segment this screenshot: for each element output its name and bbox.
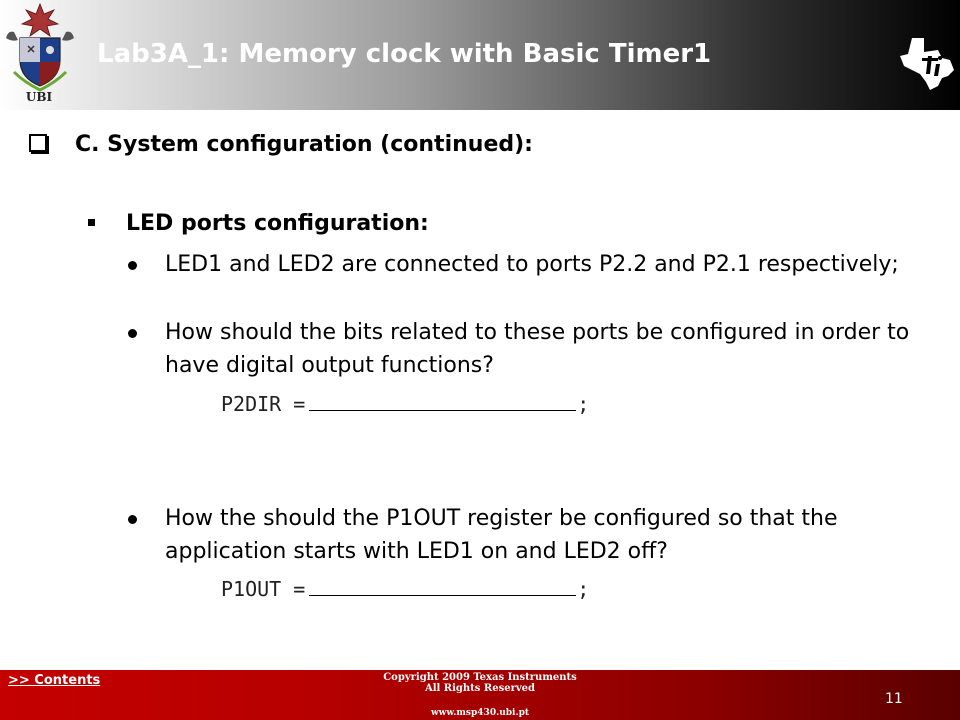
bullet-dot-icon [128, 261, 137, 270]
section-heading-text: C. System configuration (continued): [75, 132, 533, 157]
checkbox-bullet-icon [29, 134, 47, 152]
bullet-text: LED1 and LED2 are connected to ports P2.2 and P2.1 respectively; [165, 252, 899, 277]
copyright-line: Copyright 2009 Texas Instruments [383, 672, 577, 683]
code-register-name: P2DIR = [221, 392, 306, 416]
answer-blank [309, 577, 576, 596]
subsection-heading-text: LED ports configuration: [126, 211, 429, 236]
code-terminator: ; [577, 577, 590, 601]
answer-blank [309, 392, 576, 411]
code-terminator: ; [577, 392, 590, 416]
code-line-p2dir [221, 392, 589, 416]
slide-footer [0, 670, 960, 720]
slide-title: Lab3A_1: Memory clock with Basic Timer1 [97, 39, 712, 69]
square-bullet-icon [88, 219, 95, 226]
contents-link[interactable]: >> Contents [8, 673, 101, 688]
section-heading [29, 132, 533, 157]
ubi-logo-label: UBI [25, 90, 53, 104]
copyright-notice [340, 672, 620, 694]
bullet-text: How should the bits related to these ports be configured in order to have digital output functions? [165, 320, 910, 378]
code-line-p1out [221, 577, 589, 601]
rights-line: All Rights Reserved [424, 683, 536, 694]
bullet-text: How the should the P1OUT register be configured so that the application starts with LED1 on and LED2 off? [165, 506, 838, 564]
subsection-heading [88, 211, 429, 236]
bullet-dot-icon [128, 515, 137, 524]
bullet-dot-icon [128, 329, 137, 338]
footer-url: www.msp430.ubi.pt [430, 708, 530, 718]
page-number: 11 [885, 691, 903, 707]
code-register-name: P1OUT = [221, 577, 306, 601]
